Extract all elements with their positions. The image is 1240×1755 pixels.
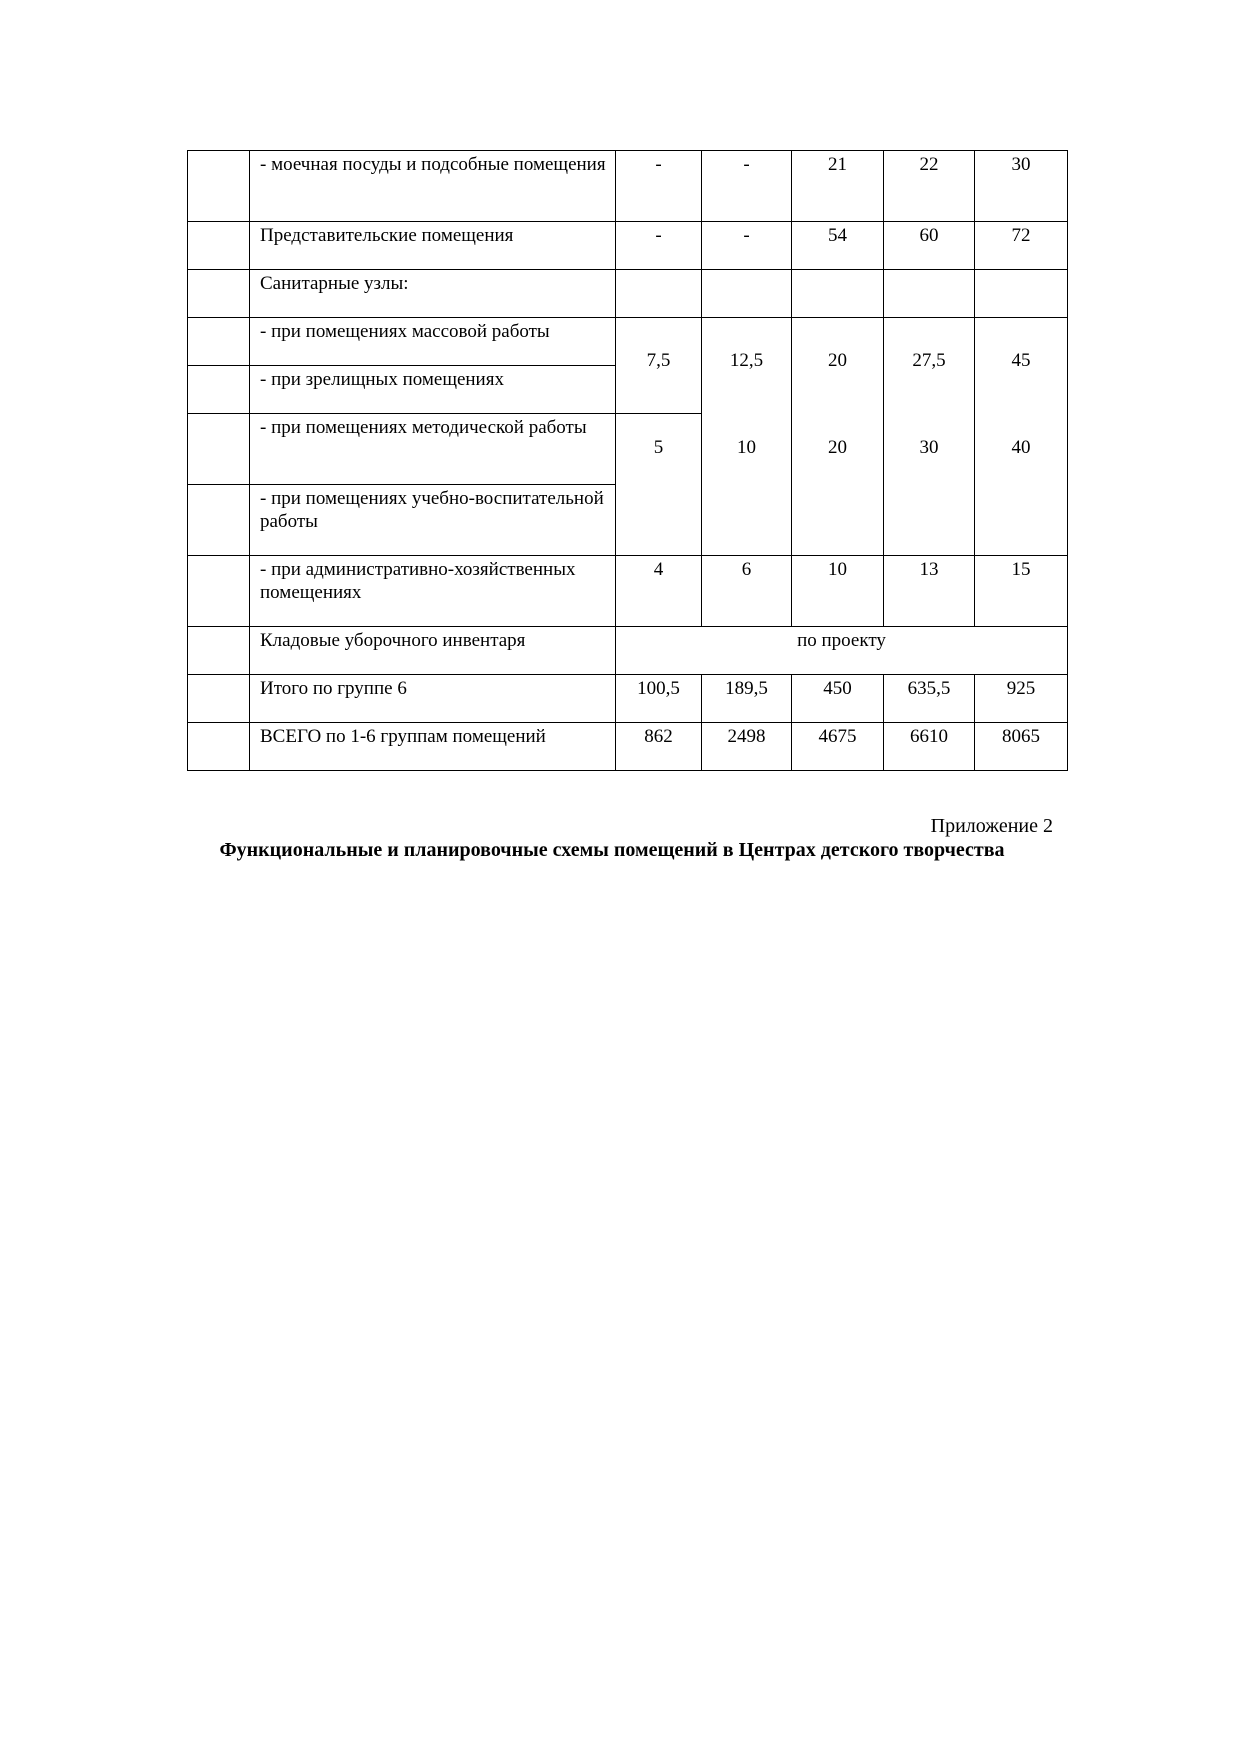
row-number-cell	[188, 723, 250, 771]
value-cell: 10	[702, 414, 792, 556]
table-row	[188, 627, 1068, 675]
value-cell: -	[702, 151, 792, 222]
row-label: Итого по группе 6	[250, 675, 616, 723]
row-label: Представительские помещения	[250, 222, 616, 270]
value-cell: -	[616, 151, 702, 222]
value-cell: 40	[975, 414, 1068, 556]
value-cell: -	[702, 222, 792, 270]
table-row	[188, 723, 1068, 771]
row-label: Кладовые уборочного инвентаря	[250, 627, 616, 675]
value-cell: 20	[792, 414, 884, 556]
row-number-cell	[188, 270, 250, 318]
table-row	[188, 675, 1068, 723]
row-label: ВСЕГО по 1-6 группам помещений	[250, 723, 616, 771]
row-number-cell	[188, 318, 250, 366]
room-area-table	[187, 150, 1068, 771]
row-number-cell	[188, 366, 250, 414]
table-row	[188, 414, 1068, 485]
value-cell: 12,5	[702, 318, 792, 414]
value-cell: 15	[975, 556, 1068, 627]
row-number-cell	[188, 627, 250, 675]
row-label: Санитарные узлы:	[250, 270, 616, 318]
row-label: - при зрелищных помещениях	[250, 366, 616, 414]
value-cell: 862	[616, 723, 702, 771]
value-cell: 72	[975, 222, 1068, 270]
value-cell: 4	[616, 556, 702, 627]
value-cell: 189,5	[702, 675, 792, 723]
table-row	[188, 556, 1068, 627]
row-label: - при административно-хозяйственных помещениях	[250, 556, 616, 627]
value-cell: 10	[792, 556, 884, 627]
value-cell: 2498	[702, 723, 792, 771]
row-number-cell	[188, 414, 250, 485]
value-cell: -	[616, 222, 702, 270]
row-label: - при помещениях учебно-воспитательной работы	[250, 485, 616, 556]
value-cell: 30	[884, 414, 975, 556]
table-row	[188, 270, 1068, 318]
value-cell: 450	[792, 675, 884, 723]
value-cell: 7,5	[616, 318, 702, 414]
value-cell: 20	[792, 318, 884, 414]
value-cell: 27,5	[884, 318, 975, 414]
row-label: - при помещениях массовой работы	[250, 318, 616, 366]
appendix-title: Функциональные и планировочные схемы помещений в Центрах детского творчества	[219, 839, 1005, 861]
value-cell: 13	[884, 556, 975, 627]
value-cell: 22	[884, 151, 975, 222]
row-number-cell	[188, 222, 250, 270]
value-cell: 30	[975, 151, 1068, 222]
value-cell: 8065	[975, 723, 1068, 771]
row-number-cell	[188, 675, 250, 723]
row-number-cell	[188, 485, 250, 556]
merged-value-cell: по проекту	[616, 627, 1068, 675]
row-number-cell	[188, 556, 250, 627]
table-row	[188, 318, 1068, 366]
value-cell: 6	[702, 556, 792, 627]
value-cell: 5	[616, 414, 702, 556]
value-cell: 925	[975, 675, 1068, 723]
value-cell: 54	[792, 222, 884, 270]
value-cell: 21	[792, 151, 884, 222]
row-label: - моечная посуды и подсобные помещения	[250, 151, 616, 222]
value-cell	[975, 270, 1068, 318]
value-cell: 6610	[884, 723, 975, 771]
value-cell	[616, 270, 702, 318]
table-row	[188, 151, 1068, 222]
value-cell: 635,5	[884, 675, 975, 723]
value-cell	[702, 270, 792, 318]
value-cell: 60	[884, 222, 975, 270]
appendix-label: Приложение 2	[930, 815, 1053, 837]
value-cell: 4675	[792, 723, 884, 771]
value-cell: 100,5	[616, 675, 702, 723]
row-label: - при помещениях методической работы	[250, 414, 616, 485]
table-row	[188, 222, 1068, 270]
value-cell	[792, 270, 884, 318]
row-number-cell	[188, 151, 250, 222]
value-cell: 45	[975, 318, 1068, 414]
value-cell	[884, 270, 975, 318]
